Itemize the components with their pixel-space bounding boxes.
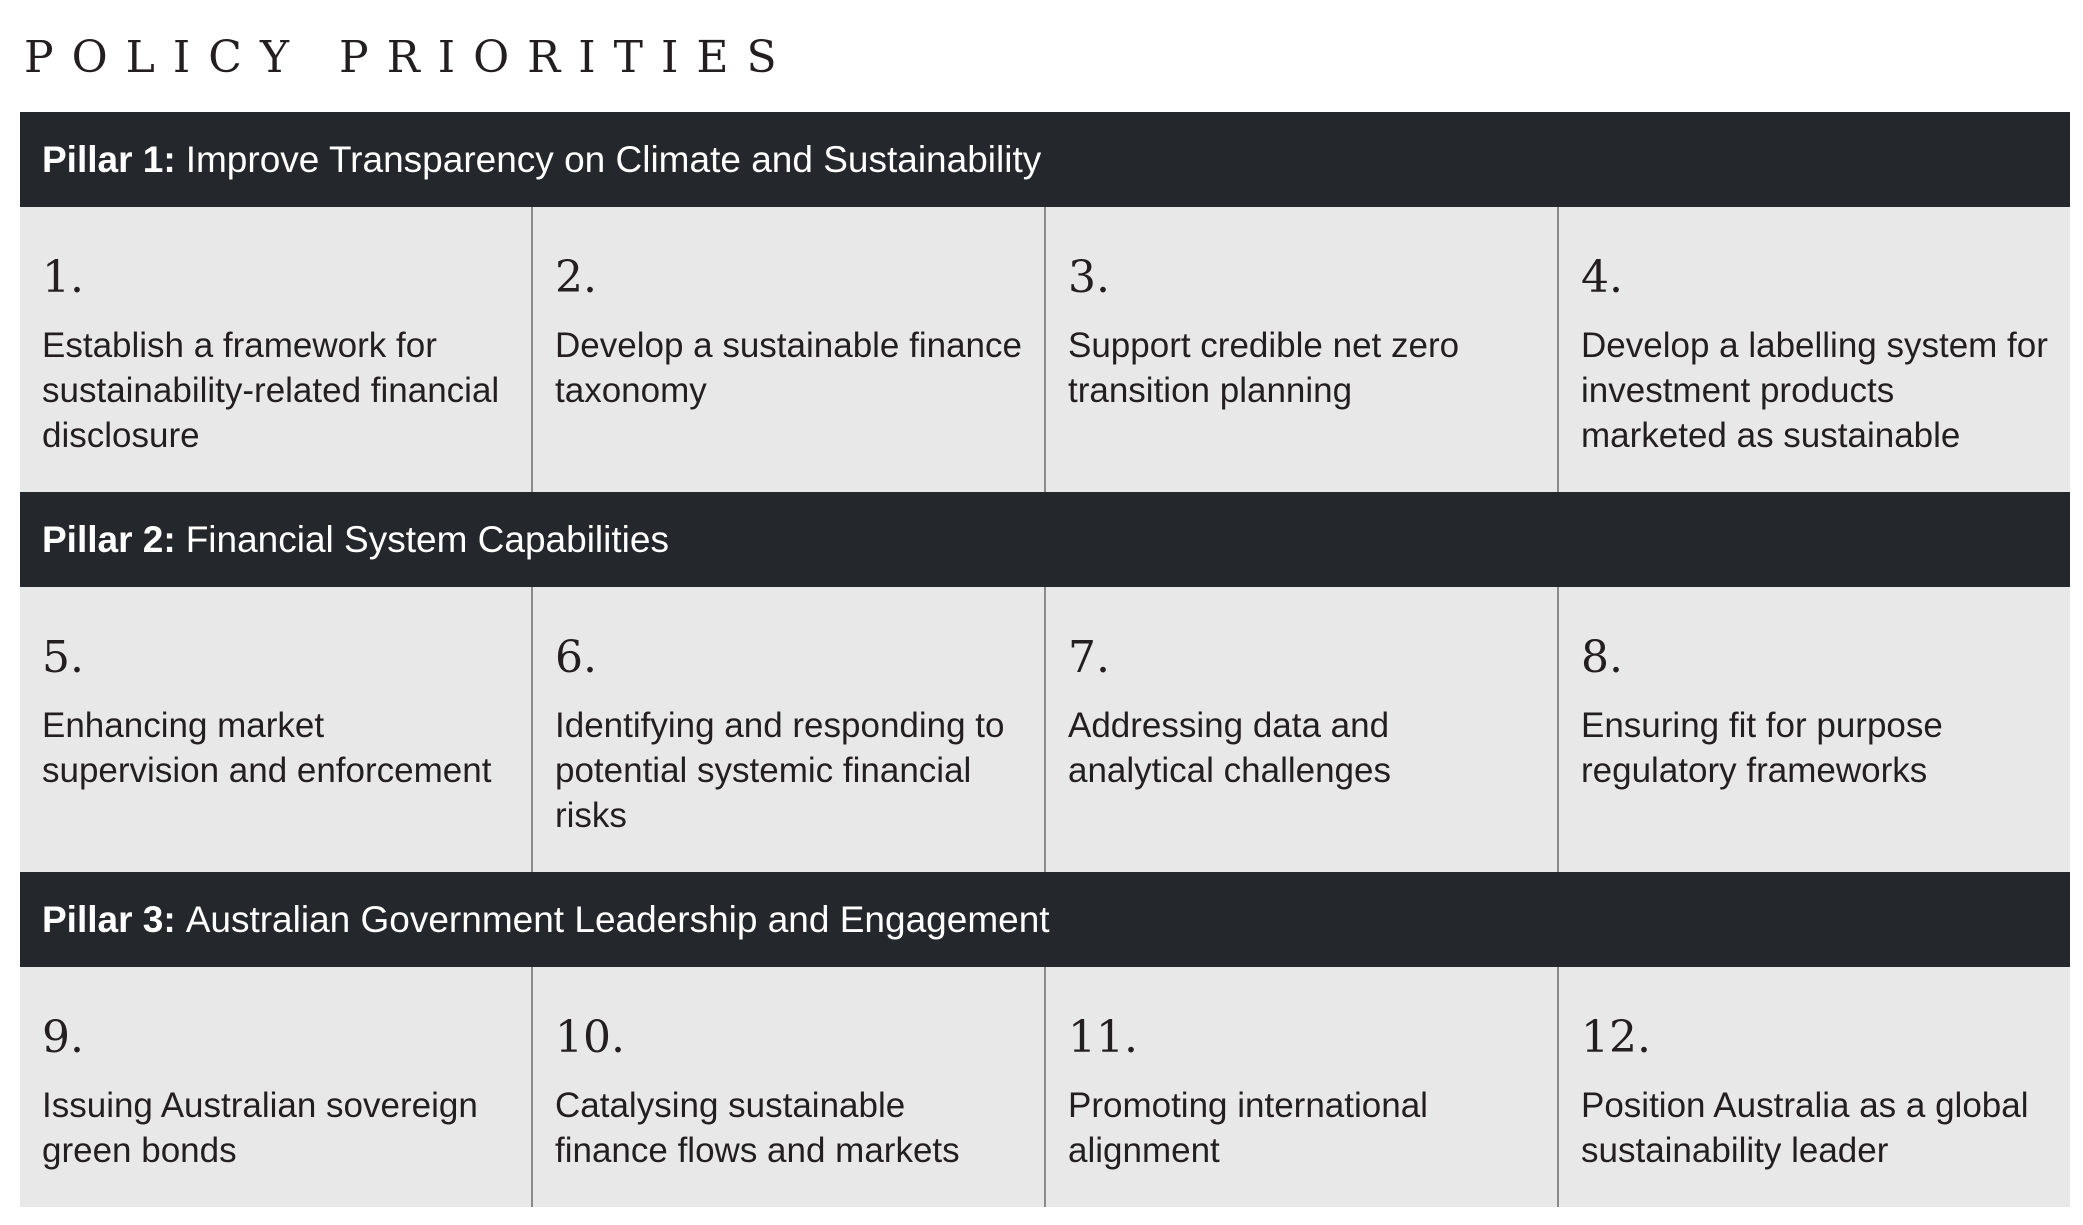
pillar-3-header xyxy=(20,872,2070,967)
priority-number-2: 2. xyxy=(555,252,597,303)
priority-number-11: 11. xyxy=(1068,1012,1138,1063)
priority-number-12: 12. xyxy=(1581,1012,1651,1063)
priority-text-9: Issuing Australian sovereign green bonds xyxy=(42,1086,478,1170)
pillar-1-title: Improve Transparency on Climate and Sustainability xyxy=(185,138,1042,180)
priority-number-8: 8. xyxy=(1581,632,1623,683)
priority-cell-8 xyxy=(1557,587,2070,872)
priority-number-9: 9. xyxy=(42,1012,84,1063)
priority-text-6: Identifying and responding to potential systemic financial risks xyxy=(555,706,1005,835)
priority-number-7: 7. xyxy=(1068,632,1110,683)
priority-cell-9 xyxy=(20,967,531,1207)
priority-text-7: Addressing data and analytical challenges xyxy=(1068,706,1391,790)
priority-cell-4 xyxy=(1557,207,2070,492)
pillar-2-row xyxy=(20,587,2070,872)
priority-number-5: 5. xyxy=(42,632,84,683)
pillar-3-label: Pillar 3: xyxy=(42,898,176,940)
pillar-2-header xyxy=(20,492,2070,587)
page-title: POLICY PRIORITIES xyxy=(24,32,795,83)
pillar-3-row xyxy=(20,967,2070,1207)
priority-text-5: Enhancing market supervision and enforcement xyxy=(42,706,492,790)
priority-number-1: 1. xyxy=(42,252,84,303)
priority-text-3: Support credible net zero transition planning xyxy=(1068,326,1460,410)
priority-cell-7 xyxy=(1044,587,1557,872)
priority-number-10: 10. xyxy=(555,1012,625,1063)
priority-cell-11 xyxy=(1044,967,1557,1207)
priority-cell-3 xyxy=(1044,207,1557,492)
pillar-2-label: Pillar 2: xyxy=(42,518,176,560)
priority-cell-1 xyxy=(20,207,531,492)
pillar-3-title: Australian Government Leadership and Engagement xyxy=(185,898,1050,940)
priority-text-10: Catalysing sustainable finance flows and markets xyxy=(555,1086,960,1170)
priority-text-8: Ensuring fit for purpose regulatory frameworks xyxy=(1581,706,1943,790)
priority-number-6: 6. xyxy=(555,632,597,683)
priority-number-4: 4. xyxy=(1581,252,1623,303)
priority-cell-10 xyxy=(531,967,1044,1207)
policy-priorities-table xyxy=(20,112,2070,1207)
priority-text-11: Promoting international alignment xyxy=(1068,1086,1428,1170)
priority-cell-2 xyxy=(531,207,1044,492)
priority-text-2: Develop a sustainable finance taxonomy xyxy=(555,326,1022,410)
priority-cell-6 xyxy=(531,587,1044,872)
priority-text-12: Position Australia as a global sustainability leader xyxy=(1581,1086,2029,1170)
priority-text-4: Develop a labelling system for investment products marketed as sustainable xyxy=(1581,326,2048,455)
priority-cell-12 xyxy=(1557,967,2070,1207)
priority-cell-5 xyxy=(20,587,531,872)
pillar-1-row xyxy=(20,207,2070,492)
priority-number-3: 3. xyxy=(1068,252,1110,303)
pillar-1-header xyxy=(20,112,2070,207)
pillar-1-label: Pillar 1: xyxy=(42,138,176,180)
pillar-2-title: Financial System Capabilities xyxy=(185,518,669,560)
priority-text-1: Establish a framework for sustainability-related financial disclosure xyxy=(42,326,500,455)
